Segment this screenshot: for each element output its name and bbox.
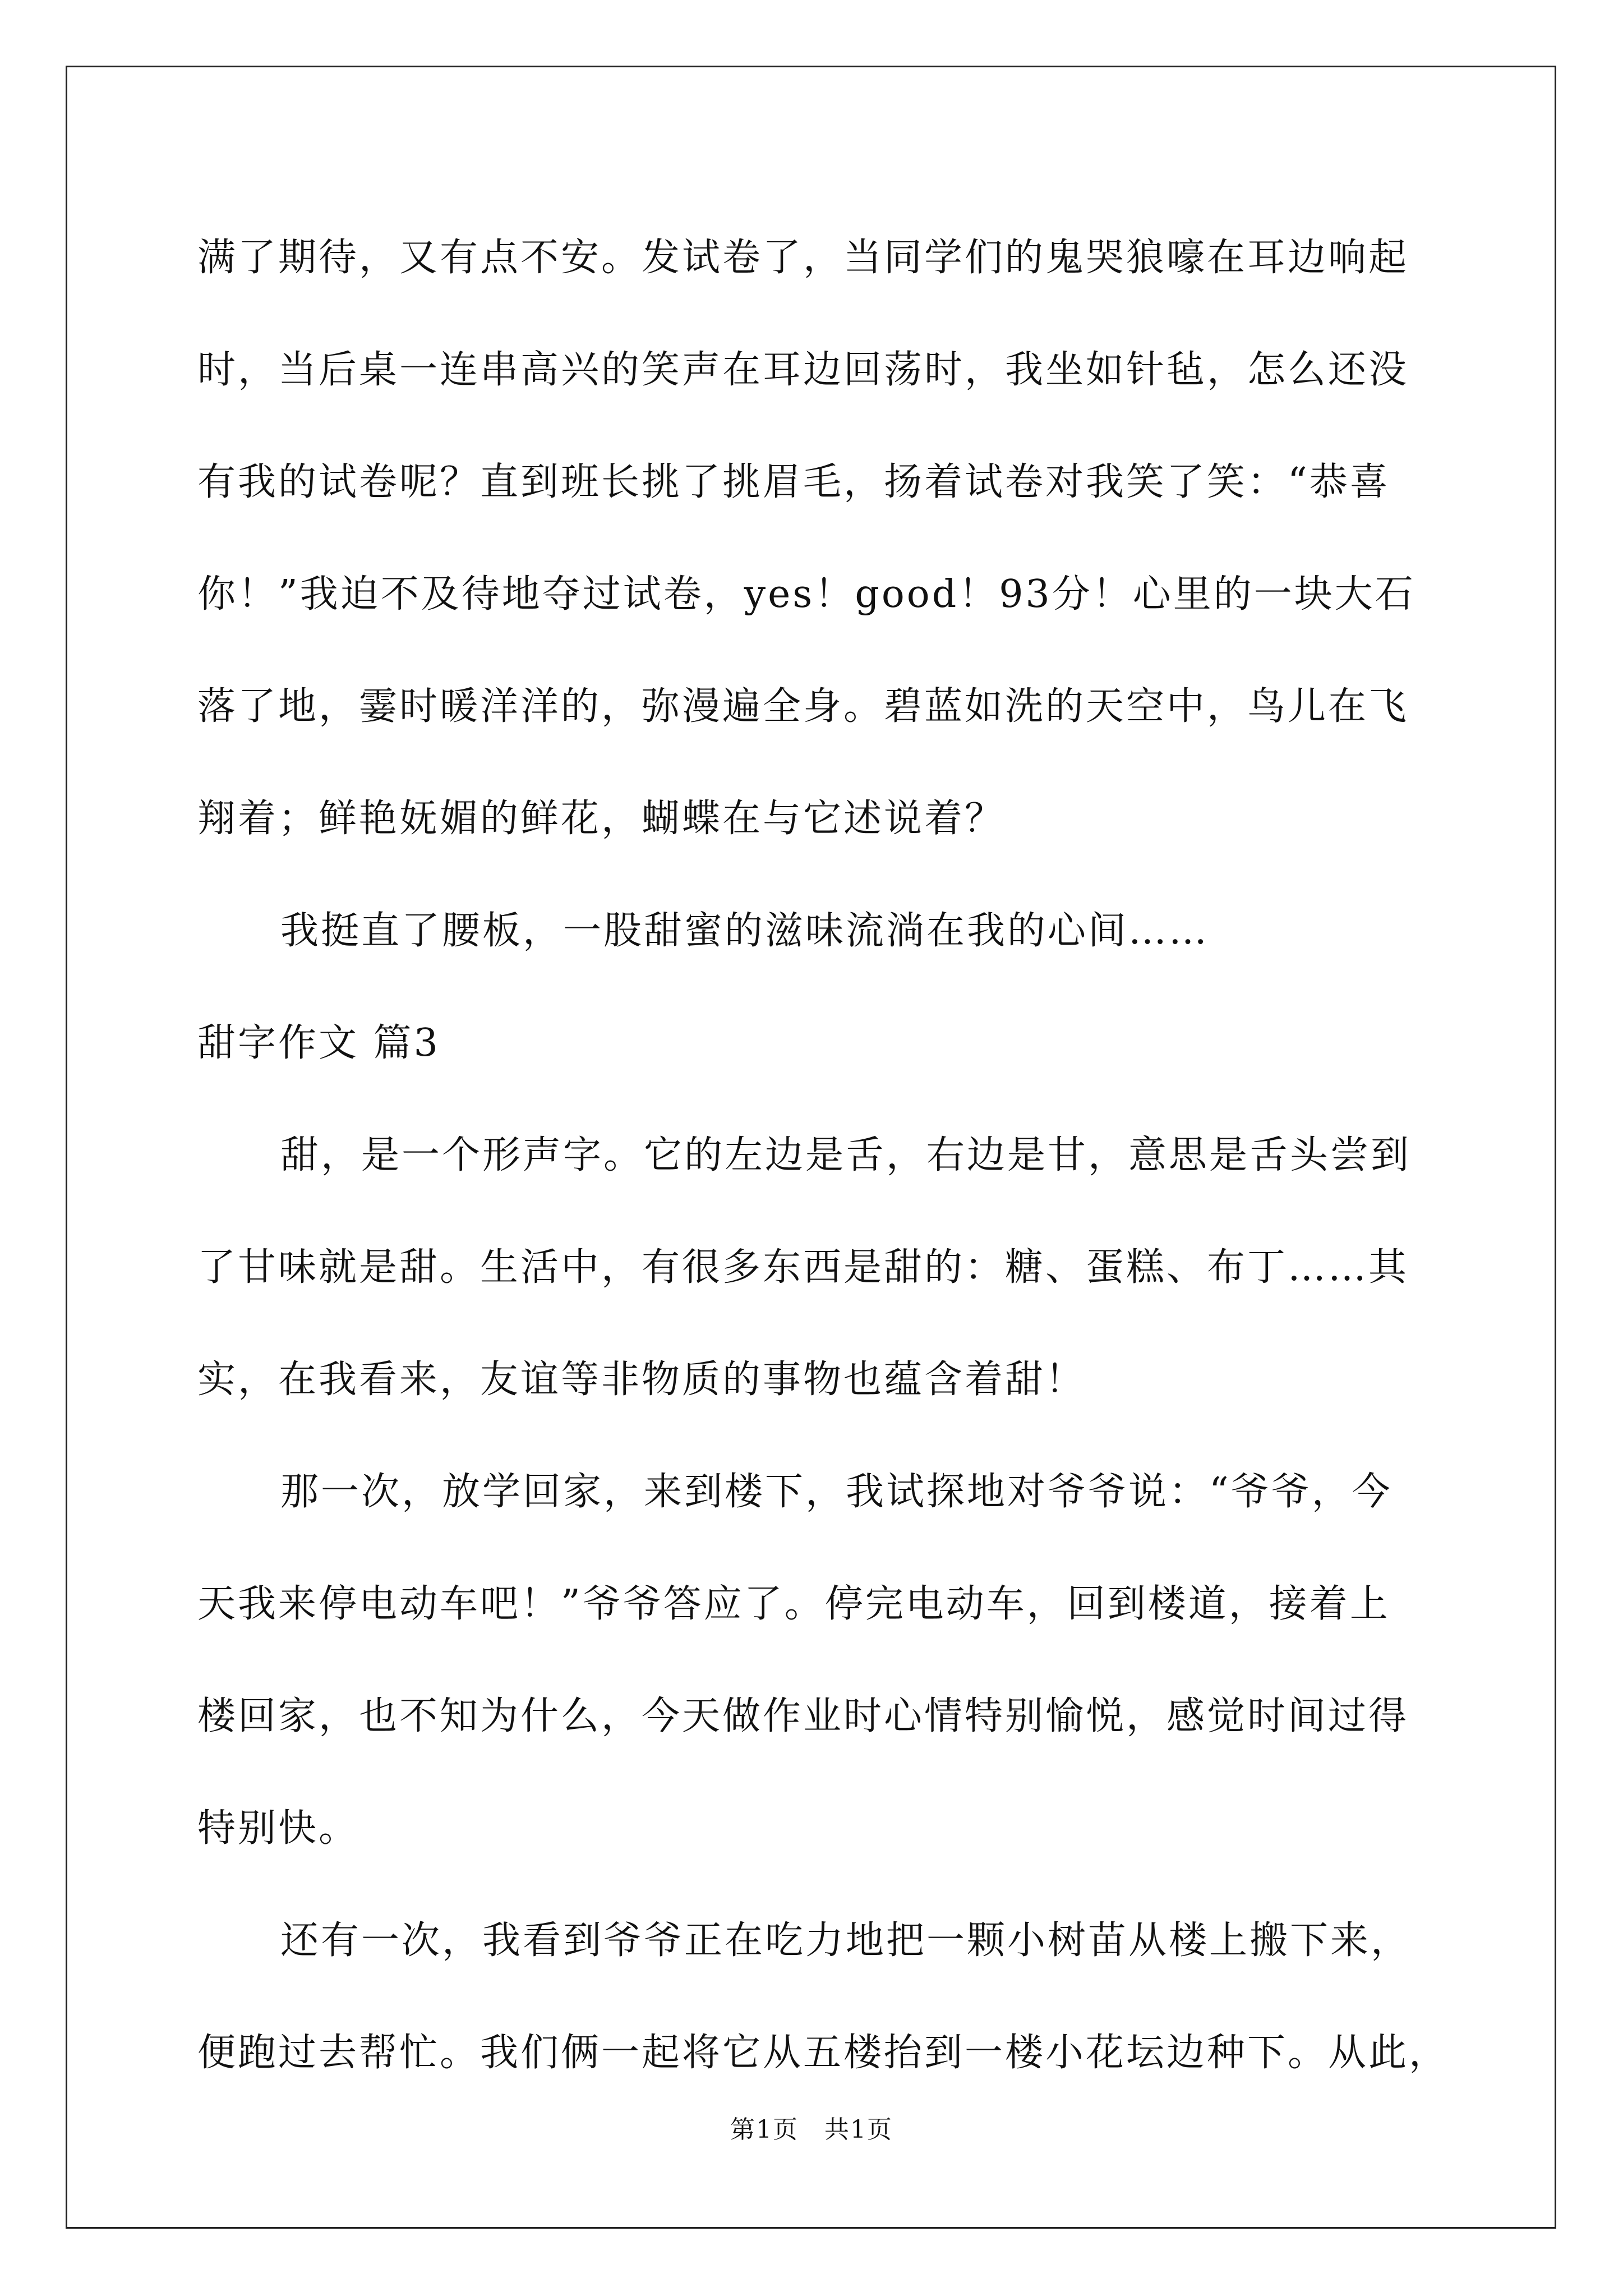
paragraph-start-line: 那一次，放学回家，来到楼下，我试探地对爷爷说：“爷爷，今 bbox=[280, 1470, 1393, 1514]
section-heading: 甜字作文 篇3 bbox=[197, 1021, 440, 1065]
text-line: 你！”我迫不及待地夺过试卷，yes！good！93分！心里的一块大石 bbox=[197, 572, 1415, 616]
text-line: 便跑过去帮忙。我们俩一起将它从五楼抬到一楼小花坛边种下。从此， bbox=[197, 2031, 1450, 2075]
text-line: 实，在我看来，友谊等非物质的事物也蕴含着甜！ bbox=[197, 1358, 1086, 1402]
text-line: 时，当后桌一连串高兴的笑声在耳边回荡时，我坐如针毡，怎么还没 bbox=[197, 348, 1409, 392]
page-footer: 第1页 共1页 bbox=[730, 2115, 893, 2144]
text-line: 了甘味就是甜。生活中，有很多东西是甜的：糖、蛋糕、布丁……其 bbox=[197, 1245, 1409, 1290]
text-line: 天我来停电动车吧！”爷爷答应了。停完电动车，回到楼道，接着上 bbox=[197, 1582, 1390, 1626]
text-line: 特别快。 bbox=[197, 1806, 359, 1851]
text-line: 楼回家，也不知为什么，今天做作业时心情特别愉悦，感觉时间过得 bbox=[197, 1694, 1409, 1738]
paragraph-start-line: 我挺直了腰板，一股甜蜜的滋味流淌在我的心间…… bbox=[280, 909, 1210, 953]
text-line: 落了地，霎时暖洋洋的，弥漫遍全身。碧蓝如洗的天空中，鸟儿在飞 bbox=[197, 684, 1409, 729]
document-body bbox=[197, 202, 1448, 2109]
text-line: 翔着；鲜艳妩媚的鲜花，蝴蝶在与它述说着？ bbox=[197, 797, 1006, 841]
text-line: 有我的试卷呢？直到班长挑了挑眉毛，扬着试卷对我笑了笑：“恭喜 bbox=[197, 460, 1390, 504]
text-line: 满了期待，又有点不安。发试卷了，当同学们的鬼哭狼嚎在耳边响起 bbox=[197, 236, 1409, 280]
paragraph-start-line: 还有一次，我看到爷爷正在吃力地把一颗小树苗从楼上搬下来， bbox=[280, 1918, 1412, 1963]
paragraph-start-line: 甜，是一个形声字。它的左边是舌，右边是甘，意思是舌头尝到 bbox=[280, 1133, 1412, 1177]
